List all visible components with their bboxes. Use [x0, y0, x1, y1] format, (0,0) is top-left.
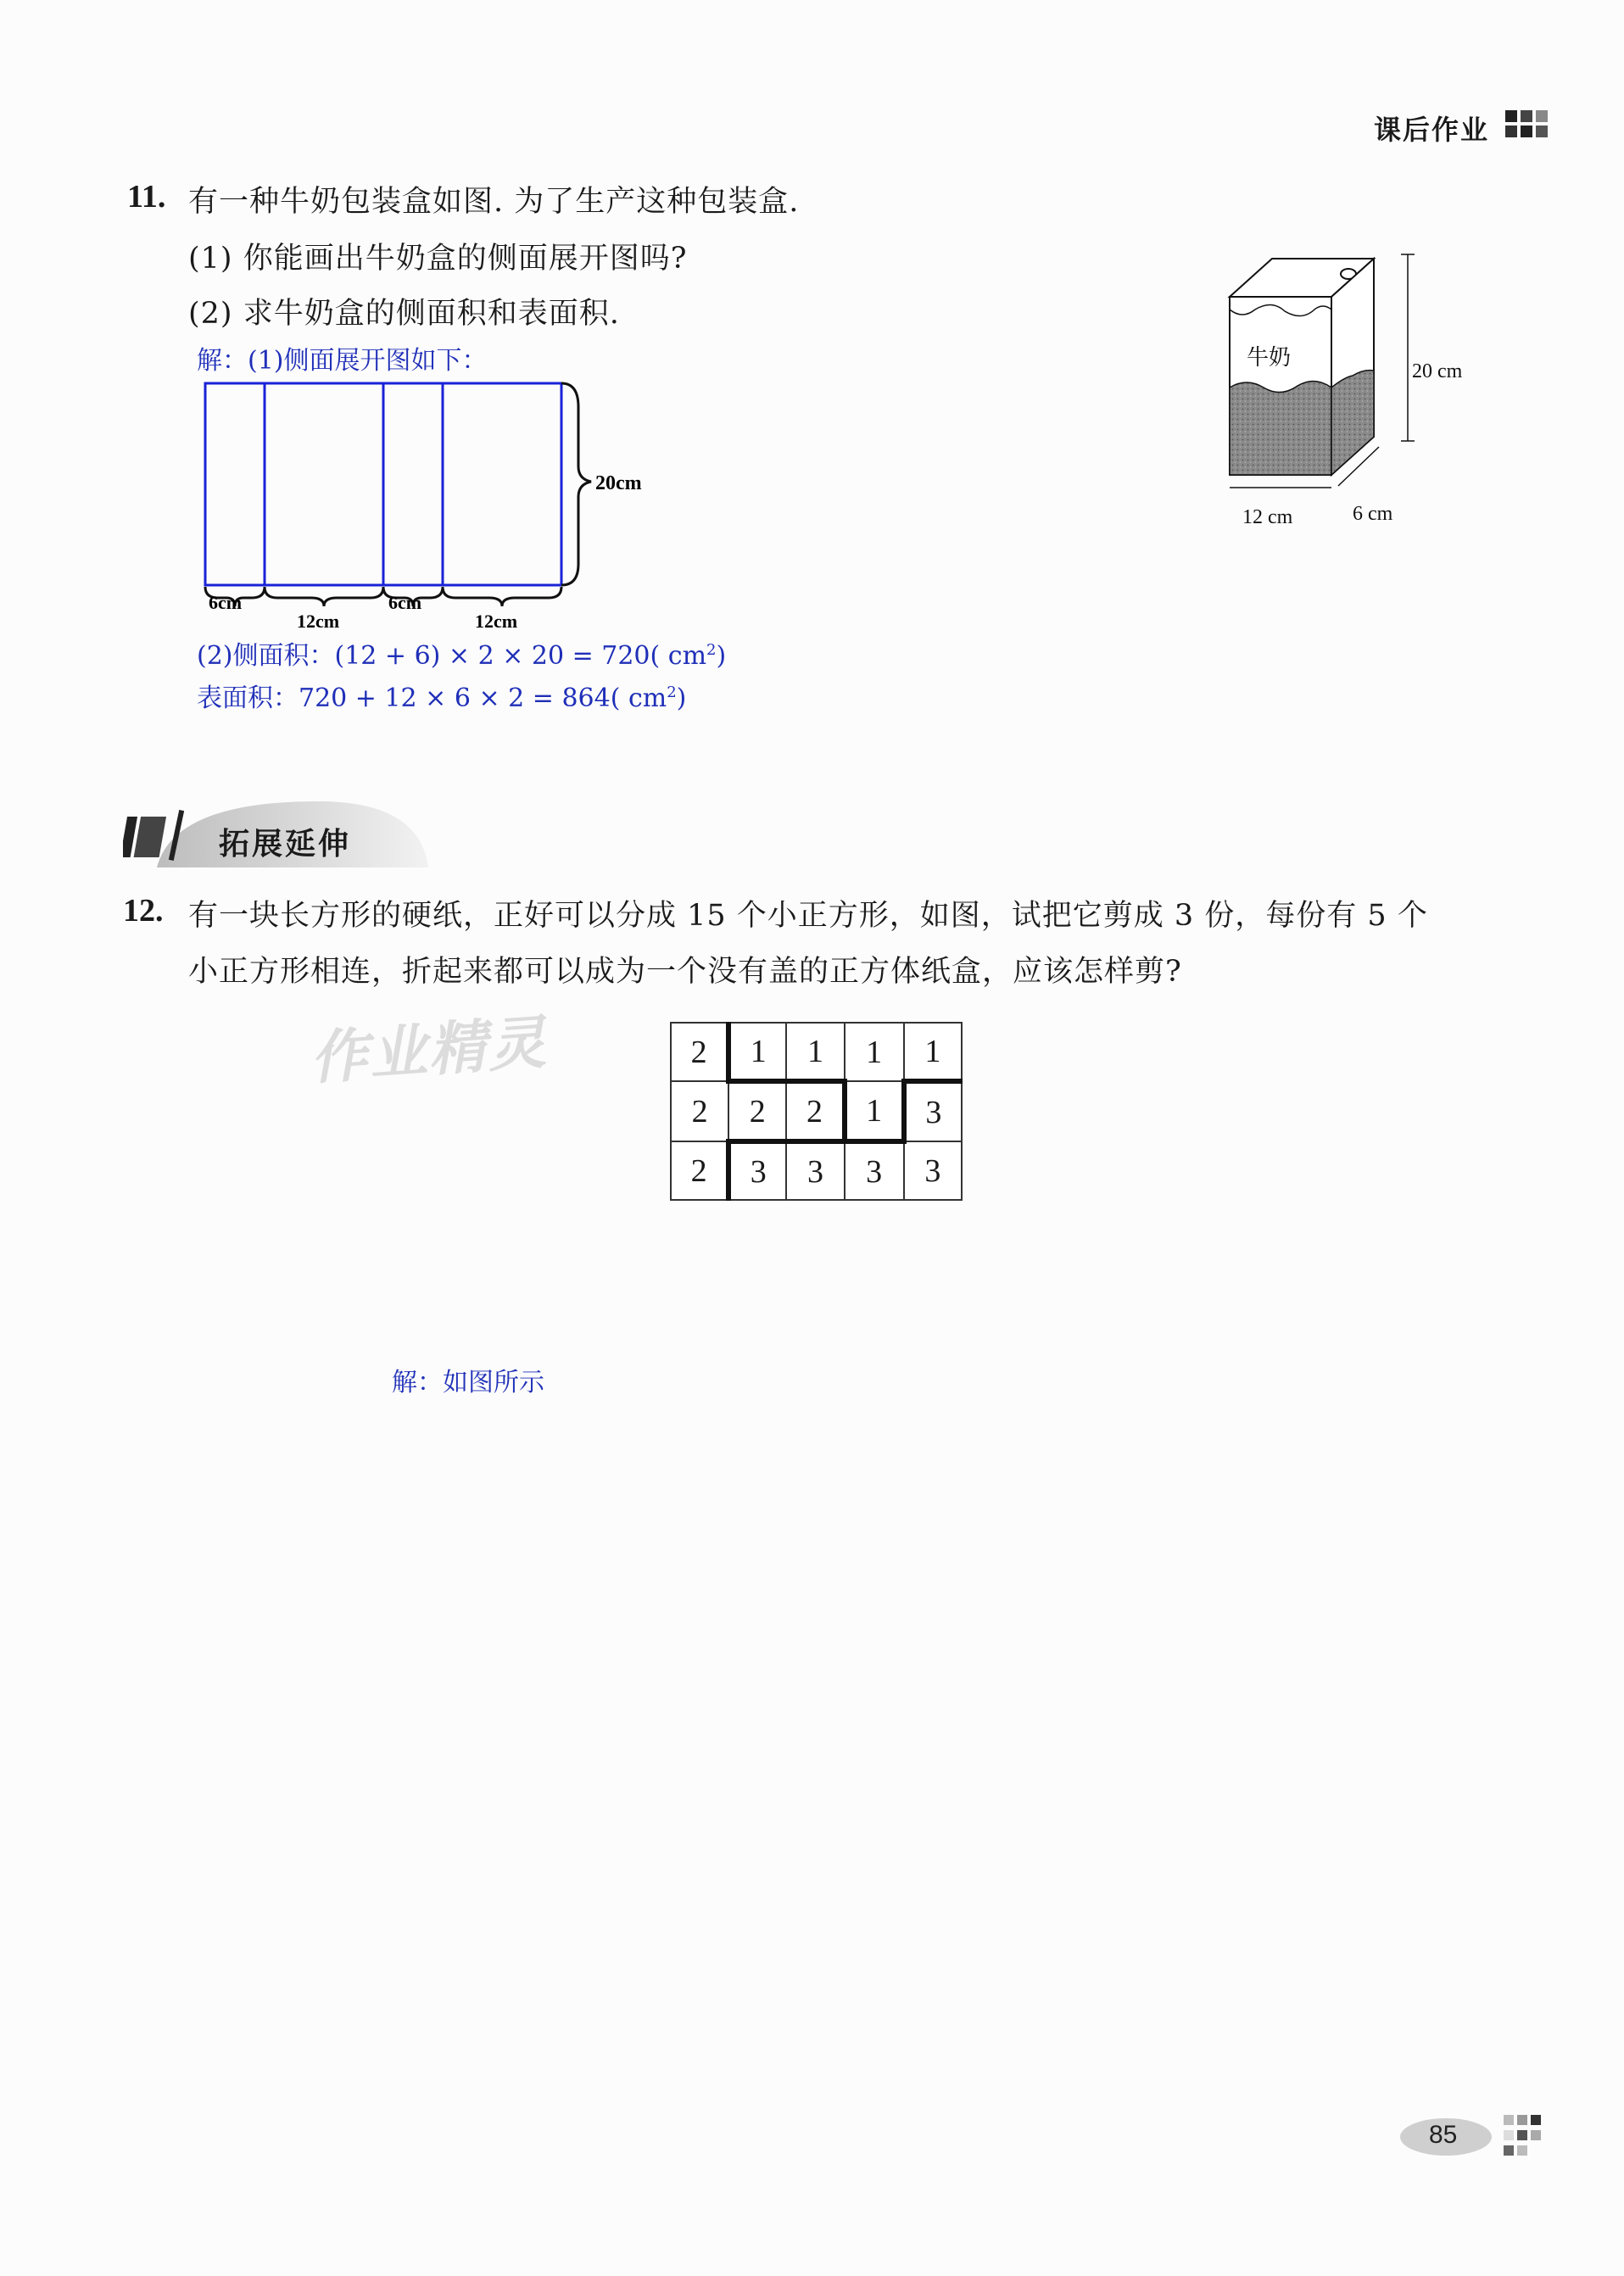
page-number: 85: [1429, 2121, 1458, 2149]
grid-cell: 2: [671, 1141, 728, 1200]
grid-cell: 3: [904, 1141, 962, 1200]
grid-cell: 1: [845, 1023, 904, 1081]
q11-lateral-area: (2)侧面积：(12 + 6) × 2 × 20 = 720( $cm^2$): [197, 641, 727, 671]
footer-squares-icon: [1504, 2115, 1543, 2157]
carton-label: 牛奶: [1247, 345, 1292, 371]
notebook-icon: [123, 810, 184, 861]
grid-cell: 1: [904, 1023, 962, 1081]
header-title: 课后作业: [1374, 114, 1490, 146]
grid-cell: 1: [728, 1023, 786, 1081]
carton-height-label: 20 cm: [1412, 360, 1463, 382]
q11-sub2: (2) 求牛奶盒的侧面积和表面积.: [188, 297, 620, 331]
q11-text: 有一种牛奶包装盒如图. 为了生产这种包装盒.: [188, 185, 800, 219]
q12-answer: 解：如图所示: [392, 1368, 544, 1397]
grid-cell: 2: [728, 1081, 786, 1141]
net-width2-label: 12cm: [297, 611, 340, 632]
grid-row: [671, 1081, 962, 1141]
cut-grid: [670, 1022, 963, 1191]
header-squares-icon: [1505, 110, 1553, 141]
net-width4-label: 12cm: [475, 611, 518, 632]
watermark: 作业精灵: [308, 1009, 550, 1093]
lateral-net-diagram: [197, 373, 672, 644]
grid-cell: 2: [671, 1023, 728, 1081]
q12-text-line1: 有一块长方形的硬纸，正好可以分成 15 个小正方形，如图，试把它剪成 3 份，每份有 5 个: [188, 899, 1428, 933]
grid-cell: 3: [904, 1081, 962, 1141]
carton-length-label: 12 cm: [1242, 506, 1293, 528]
section-title: 拓展延伸: [219, 827, 352, 862]
grid-cell: 3: [786, 1141, 844, 1200]
grid-row: [671, 1141, 962, 1200]
q11-sub1: (1) 你能画出牛奶盒的侧面展开图吗?: [188, 242, 688, 276]
q11-number: 11.: [127, 179, 166, 215]
q12-text-line2: 小正方形相连，折起来都可以成为一个没有盖的正方体纸盒，应该怎样剪?: [188, 955, 1182, 989]
grid-table: [670, 1022, 963, 1201]
net-width3-label: 6cm: [388, 592, 422, 613]
grid-cell: 1: [845, 1081, 904, 1141]
grid-row: [671, 1023, 962, 1081]
grid-cell: 3: [845, 1141, 904, 1200]
net-rectangle: [205, 383, 561, 585]
milk-carton-illustration: [1221, 250, 1476, 538]
grid-cell: 1: [786, 1023, 844, 1081]
grid-cell: 3: [728, 1141, 786, 1200]
carton-width-label: 6 cm: [1353, 503, 1393, 525]
net-width1-label: 6cm: [209, 592, 243, 613]
q12-number: 12.: [123, 893, 164, 929]
net-braces: [205, 383, 591, 606]
q11-answer-intro: 解：(1)侧面展开图如下：: [197, 346, 488, 376]
q11-surface-area: 表面积：720 + 12 × 6 × 2 = 864( $cm^2$): [197, 683, 687, 713]
grid-cell: 2: [786, 1081, 844, 1141]
net-height-label: 20cm: [595, 472, 642, 494]
grid-cell: 2: [671, 1081, 728, 1141]
